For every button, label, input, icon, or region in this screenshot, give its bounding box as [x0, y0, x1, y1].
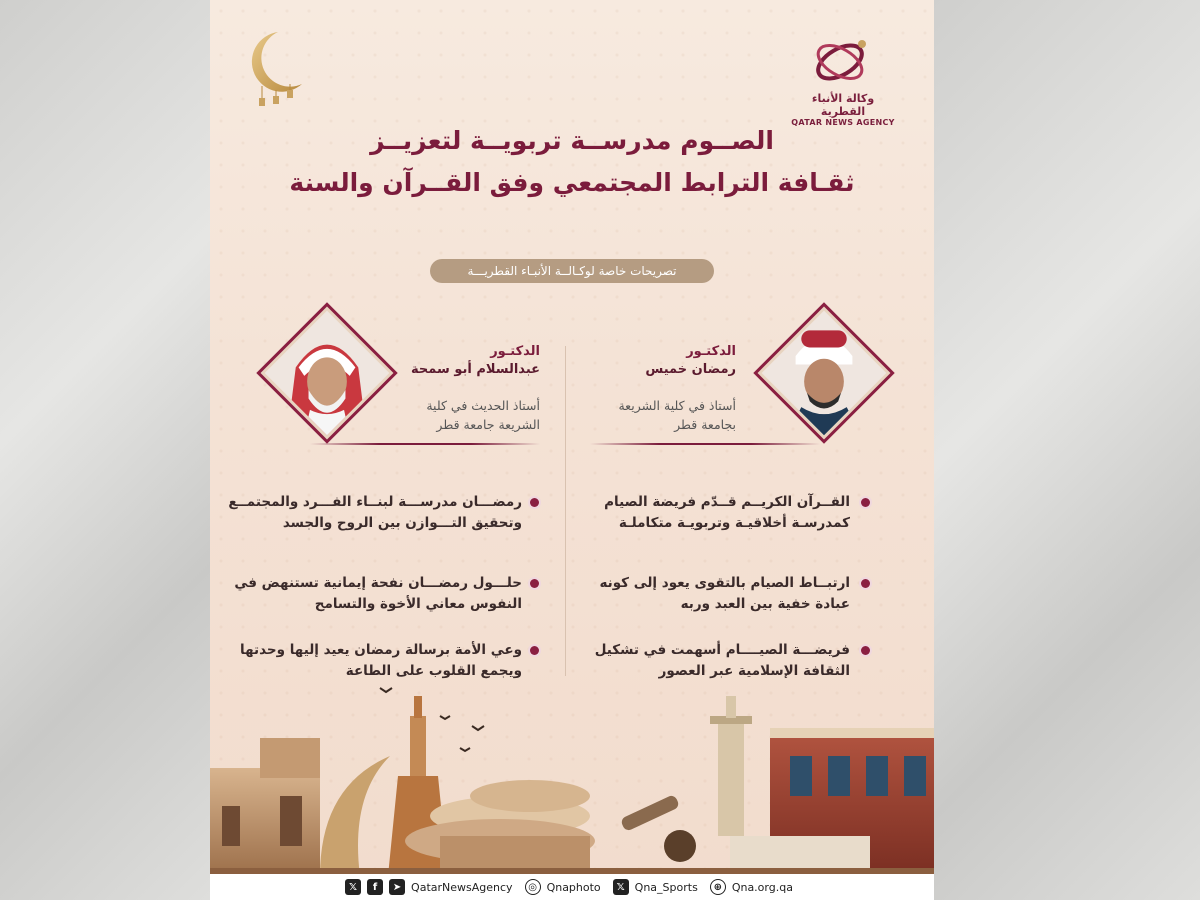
left-bullet-3-line-2: ويجمع القلوب على الطاعة — [345, 663, 522, 679]
right-bullet-2-line-2: عبادة خفية بين العبد وربه — [680, 596, 850, 612]
footer-handle-4[interactable]: Qna.org.qa — [731, 880, 793, 894]
bullet-dot — [530, 646, 539, 655]
background-left — [0, 0, 210, 900]
right-bullet-2-line-1: ارتبــاط الصيام بالتقوى يعود إلى كونه — [599, 575, 850, 591]
logo-arabic-text: وكالة الأنباء القطرية — [811, 92, 875, 118]
background-right — [934, 0, 1200, 900]
qna-logo-icon — [808, 34, 878, 86]
right-bullet-2 — [599, 573, 850, 615]
globe-icon[interactable]: ⊕ — [710, 879, 726, 895]
source-pill: تصريحات خاصة لوكـالــة الأنبـاء القطريـــة — [430, 259, 714, 283]
right-speaker-label: الدكتـور — [686, 344, 736, 359]
right-bullet-3-line-2: الثقافة الإسلامية عبر العصور — [658, 663, 850, 679]
left-bullet-2 — [234, 573, 522, 615]
left-bullet-3-line-1: وعي الأمة برسالة رمضان يعيد إليها وحدتها — [240, 642, 522, 658]
x-icon[interactable]: 𝕏 — [345, 879, 361, 895]
left-bullet-1-line-1: رمضـــان مدرســـة لبنــاء الفـــرد والمجتمــع — [228, 494, 522, 510]
x-sports-icon[interactable]: 𝕏 — [613, 879, 629, 895]
footer-handle-2[interactable]: Qnaphoto — [546, 880, 601, 894]
footer-handle-1[interactable]: QatarNewsAgency — [411, 880, 513, 894]
left-speaker-role-2: الشريعة جامعة قطر — [436, 417, 540, 432]
bullet-dot — [861, 579, 870, 588]
footer-handle-3[interactable]: Qna_Sports — [634, 880, 698, 894]
bullet-dot — [861, 498, 870, 507]
right-speaker-role-1: أستاذ في كلية الشريعة — [618, 398, 736, 413]
doha-skyline-illustration — [210, 676, 934, 876]
left-bullet-1 — [228, 492, 522, 534]
left-underline — [310, 443, 540, 445]
right-bullet-1-line-2: كمدرسـة أخلاقيـة وتربويـة متكاملـة — [618, 515, 850, 531]
crescent-moon-icon — [240, 28, 310, 113]
right-bullet-1 — [604, 492, 850, 534]
left-speaker-name: عبدالسلام أبو سمحة — [411, 362, 540, 377]
right-speaker-role-2: بجامعة قطر — [674, 417, 736, 432]
center-divider — [565, 346, 566, 676]
infographic-card — [210, 0, 934, 900]
bullet-dot — [530, 498, 539, 507]
telegram-icon[interactable]: ➤ — [389, 879, 405, 895]
left-speaker-label: الدكتـور — [490, 344, 540, 359]
right-underline — [590, 443, 820, 445]
logo-english-text: QATAR NEWS AGENCY — [791, 118, 895, 127]
left-bullet-2-line-1: حلـــول رمضـــان نفحة إيمانية تستنهض في — [234, 575, 522, 591]
footer-social-bar — [210, 874, 934, 900]
qna-logo — [788, 34, 898, 127]
instagram-icon[interactable]: ◎ — [525, 879, 541, 895]
right-bullet-3-line-1: فريضـــة الصيــــام أسهمت في تشكيل — [594, 642, 850, 658]
left-speaker-role-1: أستاذ الحديث في كلية — [426, 398, 540, 413]
bullet-dot — [861, 646, 870, 655]
facebook-icon[interactable]: f — [367, 879, 383, 895]
title-line-2: ثقـافة الترابط المجتمعي وفق القــرآن والسنة — [289, 168, 855, 197]
left-bullet-1-line-2: وتحقيق التـــوازن بين الروح والجسد — [282, 515, 522, 531]
left-bullet-2-line-2: النفوس معاني الأخوة والتسامح — [314, 596, 522, 612]
bullet-dot — [530, 579, 539, 588]
right-speaker-name: رمضان خميس — [645, 362, 736, 377]
title-line-1: الصــوم مدرســة تربويــة لتعزيــز — [370, 126, 774, 155]
right-bullet-1-line-1: القــرآن الكريــم قــدّم فريضة الصيام — [604, 494, 850, 510]
